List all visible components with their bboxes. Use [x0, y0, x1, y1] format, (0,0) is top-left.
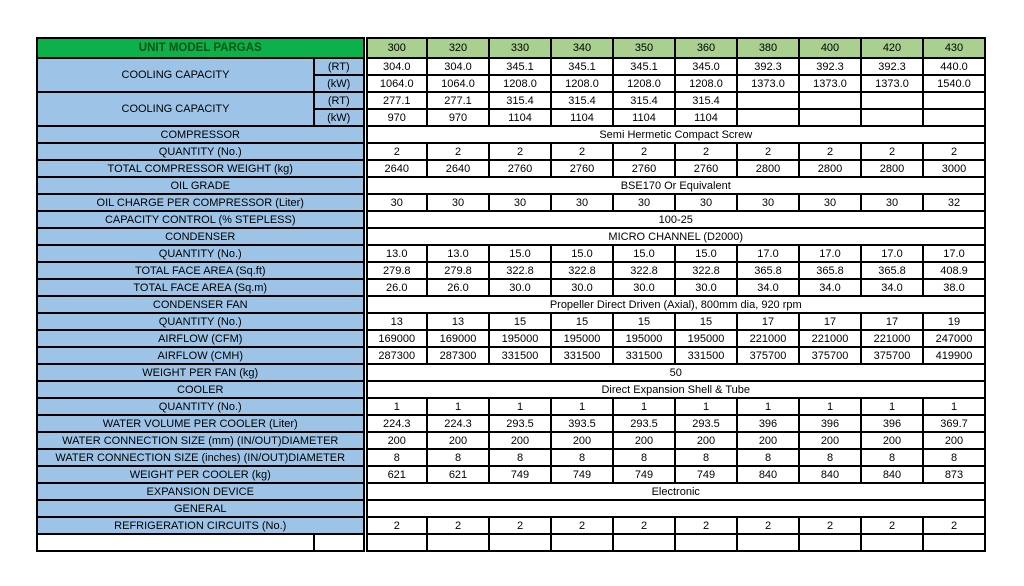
value-cell: 345.1 — [551, 58, 613, 75]
value-cell: 200 — [613, 432, 675, 449]
value-cell: 392.3 — [861, 58, 923, 75]
blank-value-cell — [737, 534, 799, 551]
table-row — [37, 466, 985, 483]
value-cell: 2 — [861, 517, 923, 534]
value-cell — [799, 92, 861, 109]
span-value-cell: Electronic — [365, 483, 985, 500]
value-cell: 2 — [489, 517, 551, 534]
row-label-cell: EXPANSION DEVICE — [37, 483, 365, 500]
value-cell: 365.8 — [799, 262, 861, 279]
table-row — [37, 534, 985, 551]
blank-value-cell — [861, 534, 923, 551]
value-cell: 2 — [365, 143, 427, 160]
unit-sub-cell: (kW) — [314, 109, 365, 126]
value-cell: 221000 — [737, 330, 799, 347]
value-cell: 1 — [489, 398, 551, 415]
value-cell: 315.4 — [613, 92, 675, 109]
value-cell: 419900 — [923, 347, 985, 364]
row-label-cell: OIL CHARGE PER COMPRESSOR (Liter) — [37, 194, 365, 211]
row-label-cell: GENERAL — [37, 500, 365, 517]
unit-sub-cell: (RT) — [314, 58, 365, 75]
span-value-cell: BSE170 Or Equivalent — [365, 177, 985, 194]
value-cell — [737, 92, 799, 109]
value-cell: 26.0 — [365, 279, 427, 296]
value-cell: 375700 — [799, 347, 861, 364]
value-cell: 1540.0 — [923, 75, 985, 92]
value-cell: 392.3 — [799, 58, 861, 75]
row-label-cell: TOTAL FACE AREA (Sq.m) — [37, 279, 365, 296]
table-row — [37, 126, 985, 143]
value-cell: 2 — [861, 143, 923, 160]
model-header-cell: 400 — [799, 38, 861, 58]
model-header-cell: 380 — [737, 38, 799, 58]
value-cell: 200 — [675, 432, 737, 449]
value-cell: 8 — [365, 449, 427, 466]
value-cell: 392.3 — [737, 58, 799, 75]
value-cell: 408.9 — [923, 262, 985, 279]
row-label-cell: COMPRESSOR — [37, 126, 365, 143]
value-cell: 221000 — [799, 330, 861, 347]
value-cell: 17.0 — [799, 245, 861, 262]
value-cell: 369.7 — [923, 415, 985, 432]
value-cell: 30 — [737, 194, 799, 211]
value-cell: 200 — [551, 432, 613, 449]
table-row — [37, 194, 985, 211]
value-cell: 322.8 — [489, 262, 551, 279]
row-label-cell: REFRIGERATION CIRCUITS (No.) — [37, 517, 365, 534]
value-cell: 30 — [489, 194, 551, 211]
value-cell: 200 — [923, 432, 985, 449]
value-cell: 2 — [365, 517, 427, 534]
table-row — [37, 262, 985, 279]
value-cell: 840 — [737, 466, 799, 483]
value-cell: 8 — [427, 449, 489, 466]
value-cell: 2 — [799, 143, 861, 160]
value-cell: 1 — [365, 398, 427, 415]
value-cell: 30.0 — [675, 279, 737, 296]
value-cell: 38.0 — [923, 279, 985, 296]
value-cell: 17.0 — [923, 245, 985, 262]
value-cell: 2 — [923, 517, 985, 534]
value-cell: 30 — [613, 194, 675, 211]
row-label-cell: COOLING CAPACITY — [37, 58, 314, 92]
table-header-row — [37, 38, 985, 58]
value-cell: 621 — [365, 466, 427, 483]
blank-value-cell — [923, 534, 985, 551]
value-cell: 30.0 — [551, 279, 613, 296]
value-cell: 749 — [613, 466, 675, 483]
value-cell: 840 — [861, 466, 923, 483]
value-cell: 2 — [551, 143, 613, 160]
value-cell: 17 — [737, 313, 799, 330]
row-label-cell: CAPACITY CONTROL (% STEPLESS) — [37, 211, 365, 228]
value-cell: 1104 — [613, 109, 675, 126]
value-cell: 200 — [427, 432, 489, 449]
value-cell: 1208.0 — [675, 75, 737, 92]
value-cell: 1373.0 — [737, 75, 799, 92]
value-cell: 200 — [737, 432, 799, 449]
row-label-cell: WEIGHT PER FAN (kg) — [37, 364, 365, 381]
row-label-cell: AIRFLOW (CMH) — [37, 347, 365, 364]
value-cell: 8 — [675, 449, 737, 466]
span-value-cell: 50 — [365, 364, 985, 381]
table-row — [37, 517, 985, 534]
value-cell: 970 — [427, 109, 489, 126]
table-row — [37, 432, 985, 449]
value-cell: 15 — [613, 313, 675, 330]
value-cell: 2760 — [489, 160, 551, 177]
value-cell: 30 — [427, 194, 489, 211]
row-label-cell: QUANTITY (No.) — [37, 398, 365, 415]
value-cell: 2 — [923, 143, 985, 160]
value-cell: 200 — [861, 432, 923, 449]
value-cell: 195000 — [675, 330, 737, 347]
value-cell — [861, 92, 923, 109]
value-cell: 1 — [551, 398, 613, 415]
value-cell: 293.5 — [675, 415, 737, 432]
value-cell: 2 — [613, 517, 675, 534]
value-cell: 8 — [489, 449, 551, 466]
table-row — [37, 500, 985, 517]
value-cell: 396 — [861, 415, 923, 432]
value-cell: 287300 — [365, 347, 427, 364]
blank-value-cell — [365, 534, 427, 551]
value-cell: 621 — [427, 466, 489, 483]
row-label-cell: COOLER — [37, 381, 365, 398]
row-label-cell: QUANTITY (No.) — [37, 313, 365, 330]
value-cell: 304.0 — [427, 58, 489, 75]
value-cell: 749 — [489, 466, 551, 483]
table-row — [37, 398, 985, 415]
value-cell: 2 — [737, 143, 799, 160]
value-cell: 279.8 — [365, 262, 427, 279]
span-value-cell: Direct Expansion Shell & Tube — [365, 381, 985, 398]
value-cell: 315.4 — [489, 92, 551, 109]
row-label-cell: WEIGHT PER COOLER (kg) — [37, 466, 365, 483]
value-cell: 1 — [861, 398, 923, 415]
value-cell: 8 — [923, 449, 985, 466]
value-cell — [799, 109, 861, 126]
table-row — [37, 415, 985, 432]
span-value-cell: 100-25 — [365, 211, 985, 228]
value-cell: 1104 — [675, 109, 737, 126]
value-cell: 2 — [675, 517, 737, 534]
value-cell: 322.8 — [551, 262, 613, 279]
value-cell: 2760 — [613, 160, 675, 177]
value-cell: 365.8 — [861, 262, 923, 279]
value-cell: 1 — [923, 398, 985, 415]
value-cell: 195000 — [613, 330, 675, 347]
table-row — [37, 279, 985, 296]
value-cell: 19 — [923, 313, 985, 330]
table-row — [37, 313, 985, 330]
table-row — [37, 58, 985, 75]
value-cell: 30 — [675, 194, 737, 211]
value-cell: 8 — [551, 449, 613, 466]
value-cell: 34.0 — [861, 279, 923, 296]
value-cell: 17.0 — [737, 245, 799, 262]
value-cell: 2 — [427, 143, 489, 160]
table-row — [37, 347, 985, 364]
value-cell: 1 — [737, 398, 799, 415]
value-cell: 30 — [799, 194, 861, 211]
table-row — [37, 143, 985, 160]
value-cell: 17 — [861, 313, 923, 330]
value-cell: 840 — [799, 466, 861, 483]
row-label-cell: OIL GRADE — [37, 177, 365, 194]
value-cell: 2 — [675, 143, 737, 160]
span-value-cell: MICRO CHANNEL (D2000) — [365, 228, 985, 245]
value-cell: 2 — [613, 143, 675, 160]
blank-value-cell — [489, 534, 551, 551]
value-cell: 13 — [365, 313, 427, 330]
table-row — [37, 92, 985, 109]
value-cell: 32 — [923, 194, 985, 211]
value-cell: 2760 — [551, 160, 613, 177]
blank-value-cell — [613, 534, 675, 551]
value-cell: 13.0 — [365, 245, 427, 262]
value-cell: 1373.0 — [861, 75, 923, 92]
value-cell: 8 — [737, 449, 799, 466]
value-cell: 195000 — [551, 330, 613, 347]
span-value-cell: Semi Hermetic Compact Screw — [365, 126, 985, 143]
value-cell: 2 — [799, 517, 861, 534]
value-cell: 221000 — [861, 330, 923, 347]
value-cell: 8 — [861, 449, 923, 466]
table-row — [37, 330, 985, 347]
value-cell: 970 — [365, 109, 427, 126]
blank-value-cell — [799, 534, 861, 551]
value-cell: 1 — [675, 398, 737, 415]
value-cell: 375700 — [737, 347, 799, 364]
value-cell — [923, 109, 985, 126]
value-cell: 13 — [427, 313, 489, 330]
value-cell: 3000 — [923, 160, 985, 177]
value-cell: 15 — [551, 313, 613, 330]
table-row — [37, 228, 985, 245]
value-cell: 375700 — [861, 347, 923, 364]
value-cell: 2800 — [861, 160, 923, 177]
value-cell: 2640 — [365, 160, 427, 177]
row-label-cell: COOLING CAPACITY — [37, 92, 314, 126]
value-cell: 2 — [427, 517, 489, 534]
value-cell: 15.0 — [675, 245, 737, 262]
model-header-cell: 360 — [675, 38, 737, 58]
value-cell: 8 — [799, 449, 861, 466]
value-cell: 322.8 — [613, 262, 675, 279]
row-label-cell: WATER CONNECTION SIZE (mm) (IN/OUT)DIAMETER — [37, 432, 365, 449]
model-header-cell: 420 — [861, 38, 923, 58]
value-cell: 15 — [675, 313, 737, 330]
blank-label-cell — [37, 534, 314, 551]
unit-sub-cell: (kW) — [314, 75, 365, 92]
spec-table — [36, 37, 986, 552]
value-cell: 169000 — [427, 330, 489, 347]
value-cell: 13.0 — [427, 245, 489, 262]
value-cell: 365.8 — [737, 262, 799, 279]
value-cell: 1208.0 — [551, 75, 613, 92]
span-value-cell — [365, 500, 985, 517]
model-header-cell: 300 — [365, 38, 427, 58]
value-cell: 2640 — [427, 160, 489, 177]
row-label-cell: AIRFLOW (CFM) — [37, 330, 365, 347]
table-title: UNIT MODEL PARGAS — [37, 38, 365, 58]
value-cell: 287300 — [427, 347, 489, 364]
model-header-cell: 320 — [427, 38, 489, 58]
value-cell: 224.3 — [427, 415, 489, 432]
table-row — [37, 296, 985, 313]
value-cell: 393.5 — [551, 415, 613, 432]
row-label-cell: QUANTITY (No.) — [37, 245, 365, 262]
row-label-cell: WATER CONNECTION SIZE (inches) (IN/OUT)DIAMETER — [37, 449, 365, 466]
table-row — [37, 245, 985, 262]
value-cell: 293.5 — [613, 415, 675, 432]
table-body — [37, 58, 985, 551]
row-label-cell: QUANTITY (No.) — [37, 143, 365, 160]
value-cell: 304.0 — [365, 58, 427, 75]
table-row — [37, 483, 985, 500]
value-cell: 1104 — [551, 109, 613, 126]
value-cell: 345.1 — [613, 58, 675, 75]
span-value-cell: Propeller Direct Driven (Axial), 800mm dia, 920 rpm — [365, 296, 985, 313]
value-cell: 1064.0 — [365, 75, 427, 92]
value-cell: 2800 — [799, 160, 861, 177]
value-cell: 2760 — [675, 160, 737, 177]
value-cell: 345.0 — [675, 58, 737, 75]
value-cell: 1 — [427, 398, 489, 415]
value-cell: 15.0 — [489, 245, 551, 262]
table-row — [37, 177, 985, 194]
table-row — [37, 381, 985, 398]
value-cell: 277.1 — [365, 92, 427, 109]
value-cell — [861, 109, 923, 126]
value-cell: 17 — [799, 313, 861, 330]
value-cell: 279.8 — [427, 262, 489, 279]
value-cell — [737, 109, 799, 126]
blank-value-cell — [675, 534, 737, 551]
value-cell — [923, 92, 985, 109]
value-cell: 15.0 — [613, 245, 675, 262]
value-cell: 200 — [489, 432, 551, 449]
value-cell: 15 — [489, 313, 551, 330]
row-label-cell: CONDENSER FAN — [37, 296, 365, 313]
value-cell: 8 — [613, 449, 675, 466]
value-cell: 2 — [551, 517, 613, 534]
model-header-cell: 340 — [551, 38, 613, 58]
value-cell: 277.1 — [427, 92, 489, 109]
blank-value-cell — [427, 534, 489, 551]
value-cell: 200 — [799, 432, 861, 449]
value-cell: 1 — [799, 398, 861, 415]
value-cell: 200 — [365, 432, 427, 449]
value-cell: 2 — [737, 517, 799, 534]
value-cell: 224.3 — [365, 415, 427, 432]
value-cell: 30 — [861, 194, 923, 211]
value-cell: 749 — [551, 466, 613, 483]
row-label-cell: TOTAL COMPRESSOR WEIGHT (kg) — [37, 160, 365, 177]
value-cell: 749 — [675, 466, 737, 483]
blank-sub-cell — [314, 534, 365, 551]
value-cell: 396 — [799, 415, 861, 432]
value-cell: 331500 — [551, 347, 613, 364]
value-cell: 2800 — [737, 160, 799, 177]
table-row — [37, 364, 985, 381]
value-cell: 34.0 — [799, 279, 861, 296]
value-cell: 440.0 — [923, 58, 985, 75]
model-header-cell: 350 — [613, 38, 675, 58]
value-cell: 1208.0 — [489, 75, 551, 92]
value-cell: 1064.0 — [427, 75, 489, 92]
value-cell: 293.5 — [489, 415, 551, 432]
table-row — [37, 211, 985, 228]
value-cell: 34.0 — [737, 279, 799, 296]
value-cell: 30.0 — [613, 279, 675, 296]
unit-spec-table — [36, 37, 986, 552]
row-label-cell: TOTAL FACE AREA (Sq.ft) — [37, 262, 365, 279]
value-cell: 195000 — [489, 330, 551, 347]
value-cell: 315.4 — [551, 92, 613, 109]
model-header-cell: 330 — [489, 38, 551, 58]
value-cell: 345.1 — [489, 58, 551, 75]
value-cell: 30.0 — [489, 279, 551, 296]
value-cell: 396 — [737, 415, 799, 432]
value-cell: 26.0 — [427, 279, 489, 296]
value-cell: 15.0 — [551, 245, 613, 262]
value-cell: 331500 — [675, 347, 737, 364]
value-cell: 169000 — [365, 330, 427, 347]
value-cell: 247000 — [923, 330, 985, 347]
value-cell: 873 — [923, 466, 985, 483]
value-cell: 1208.0 — [613, 75, 675, 92]
value-cell: 322.8 — [675, 262, 737, 279]
value-cell: 30 — [365, 194, 427, 211]
model-header-cell: 430 — [923, 38, 985, 58]
table-row — [37, 160, 985, 177]
unit-sub-cell: (RT) — [314, 92, 365, 109]
value-cell: 331500 — [489, 347, 551, 364]
value-cell: 1373.0 — [799, 75, 861, 92]
value-cell: 2 — [489, 143, 551, 160]
value-cell: 1 — [613, 398, 675, 415]
value-cell: 30 — [551, 194, 613, 211]
blank-value-cell — [551, 534, 613, 551]
value-cell: 331500 — [613, 347, 675, 364]
value-cell: 315.4 — [675, 92, 737, 109]
row-label-cell: CONDENSER — [37, 228, 365, 245]
value-cell: 1104 — [489, 109, 551, 126]
value-cell: 17.0 — [861, 245, 923, 262]
row-label-cell: WATER VOLUME PER COOLER (Liter) — [37, 415, 365, 432]
table-row — [37, 449, 985, 466]
